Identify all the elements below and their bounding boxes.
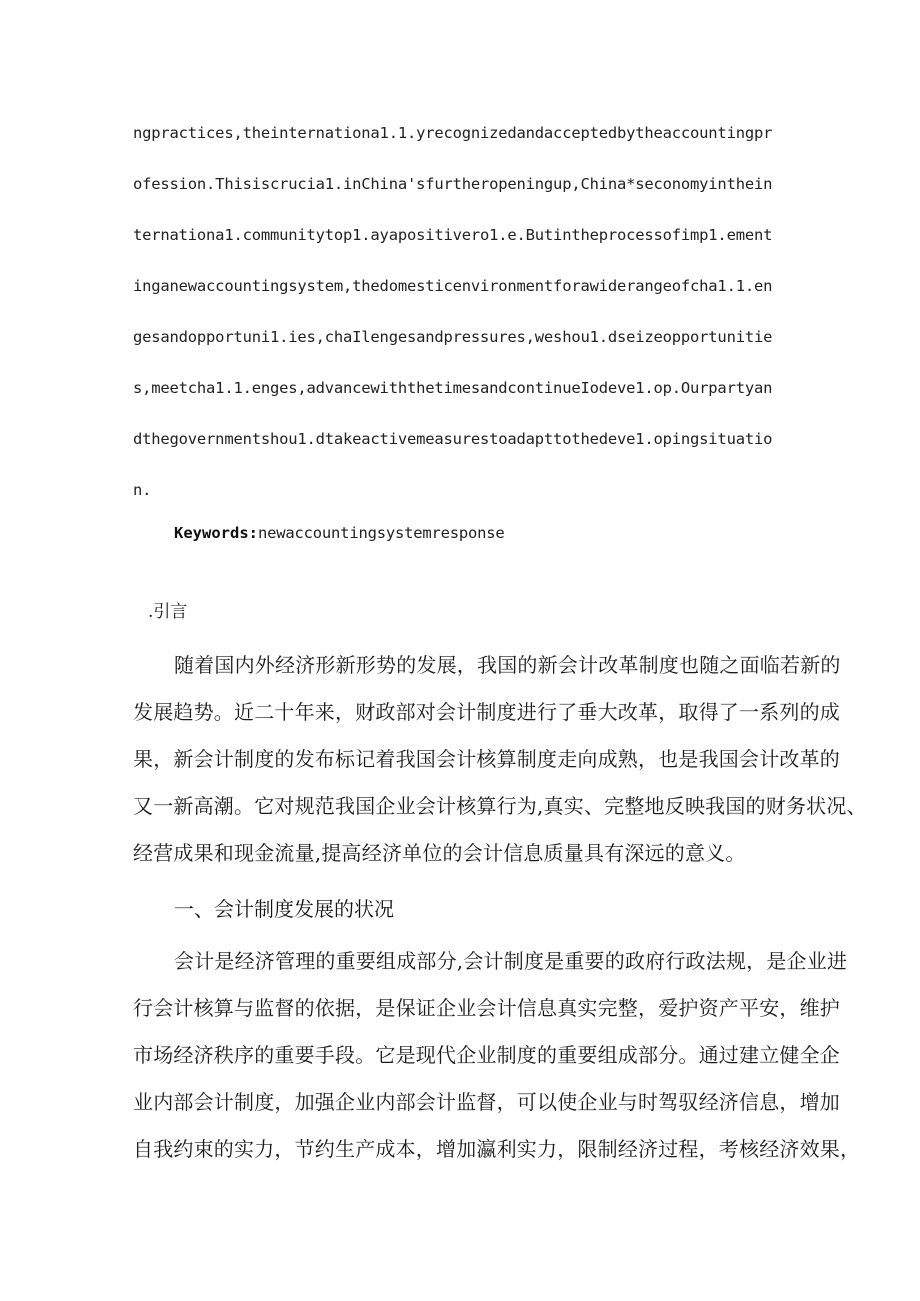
section-line: 会计是经济管理的重要组成部分,会计制度是重要的政府行政法规，是企业进 [174,949,848,973]
section-heading: 一、会计制度发展的状况 [174,897,394,921]
intro-heading: .引言 [148,602,188,622]
abstract-line: inganewaccountingsystem,thedomesticenvironmentforawiderangeofcha1.1.en [133,277,773,295]
keywords-text: newaccountingsystemresponse [258,524,505,542]
abstract-line: ngpractices,theinternationa1.1.yrecognizedandacceptedbytheaccountingpr [133,124,773,142]
abstract-line: n. [133,481,152,499]
section-line: 自我约束的实力，节约生产成本，增加瀛利实力，限制经济过程，考核经济效果， [133,1137,861,1161]
intro-line: 又一新高潮。它对规范我国企业会计核算行为,真实、完整地反映我国的财务状况、 [133,794,867,818]
abstract-line: gesandopportuni1.ies,chaIlengesandpressures,weshou1.dseizeopportunitie [133,328,773,346]
abstract-line: s,meetcha1.1.enges,advancewiththetimesandcontinueIodeve1.op.Ourpartyan [133,379,773,397]
section-line: 行会计核算与监督的依据，是保证企业会计信息真实完整，爱护资产平安，维护 [133,996,840,1020]
section-line: 业内部会计制度，加强企业内部会计监督，可以使企业与时驾驭经济信息，增加 [133,1090,840,1114]
intro-line: 发展趋势。近二十年来，财政部对会计制度进行了垂大改革，取得了一系列的成 [133,700,840,724]
section-line: 市场经济秩序的重要手段。它是现代企业制度的重要组成部分。通过建立健全企 [133,1043,840,1067]
intro-line: 果，新会计制度的发布标记着我国会计核算制度走向成熟，也是我国会计改革的 [133,747,840,771]
intro-line: 经营成果和现金流量,提高经济单位的会计信息质量具有深远的意义。 [133,841,746,865]
keywords-label: Keywords: [174,524,258,542]
abstract-line: ofession.Thisiscrucia1.inChina'sfurtheropeningup,China*seconomyinthein [133,175,773,193]
keywords-line [174,524,505,543]
abstract-line: ternationa1.communitytop1.ayapositivero1.e.Butintheprocessofimp1.ement [133,226,773,244]
abstract-line: dthegovernmentshou1.dtakeactivemeasurestoadapttothedeve1.opingsituatio [133,430,773,448]
intro-line: 随着国内外经济形新形势的发展，我国的新会计改革制度也随之面临若新的 [174,653,841,677]
